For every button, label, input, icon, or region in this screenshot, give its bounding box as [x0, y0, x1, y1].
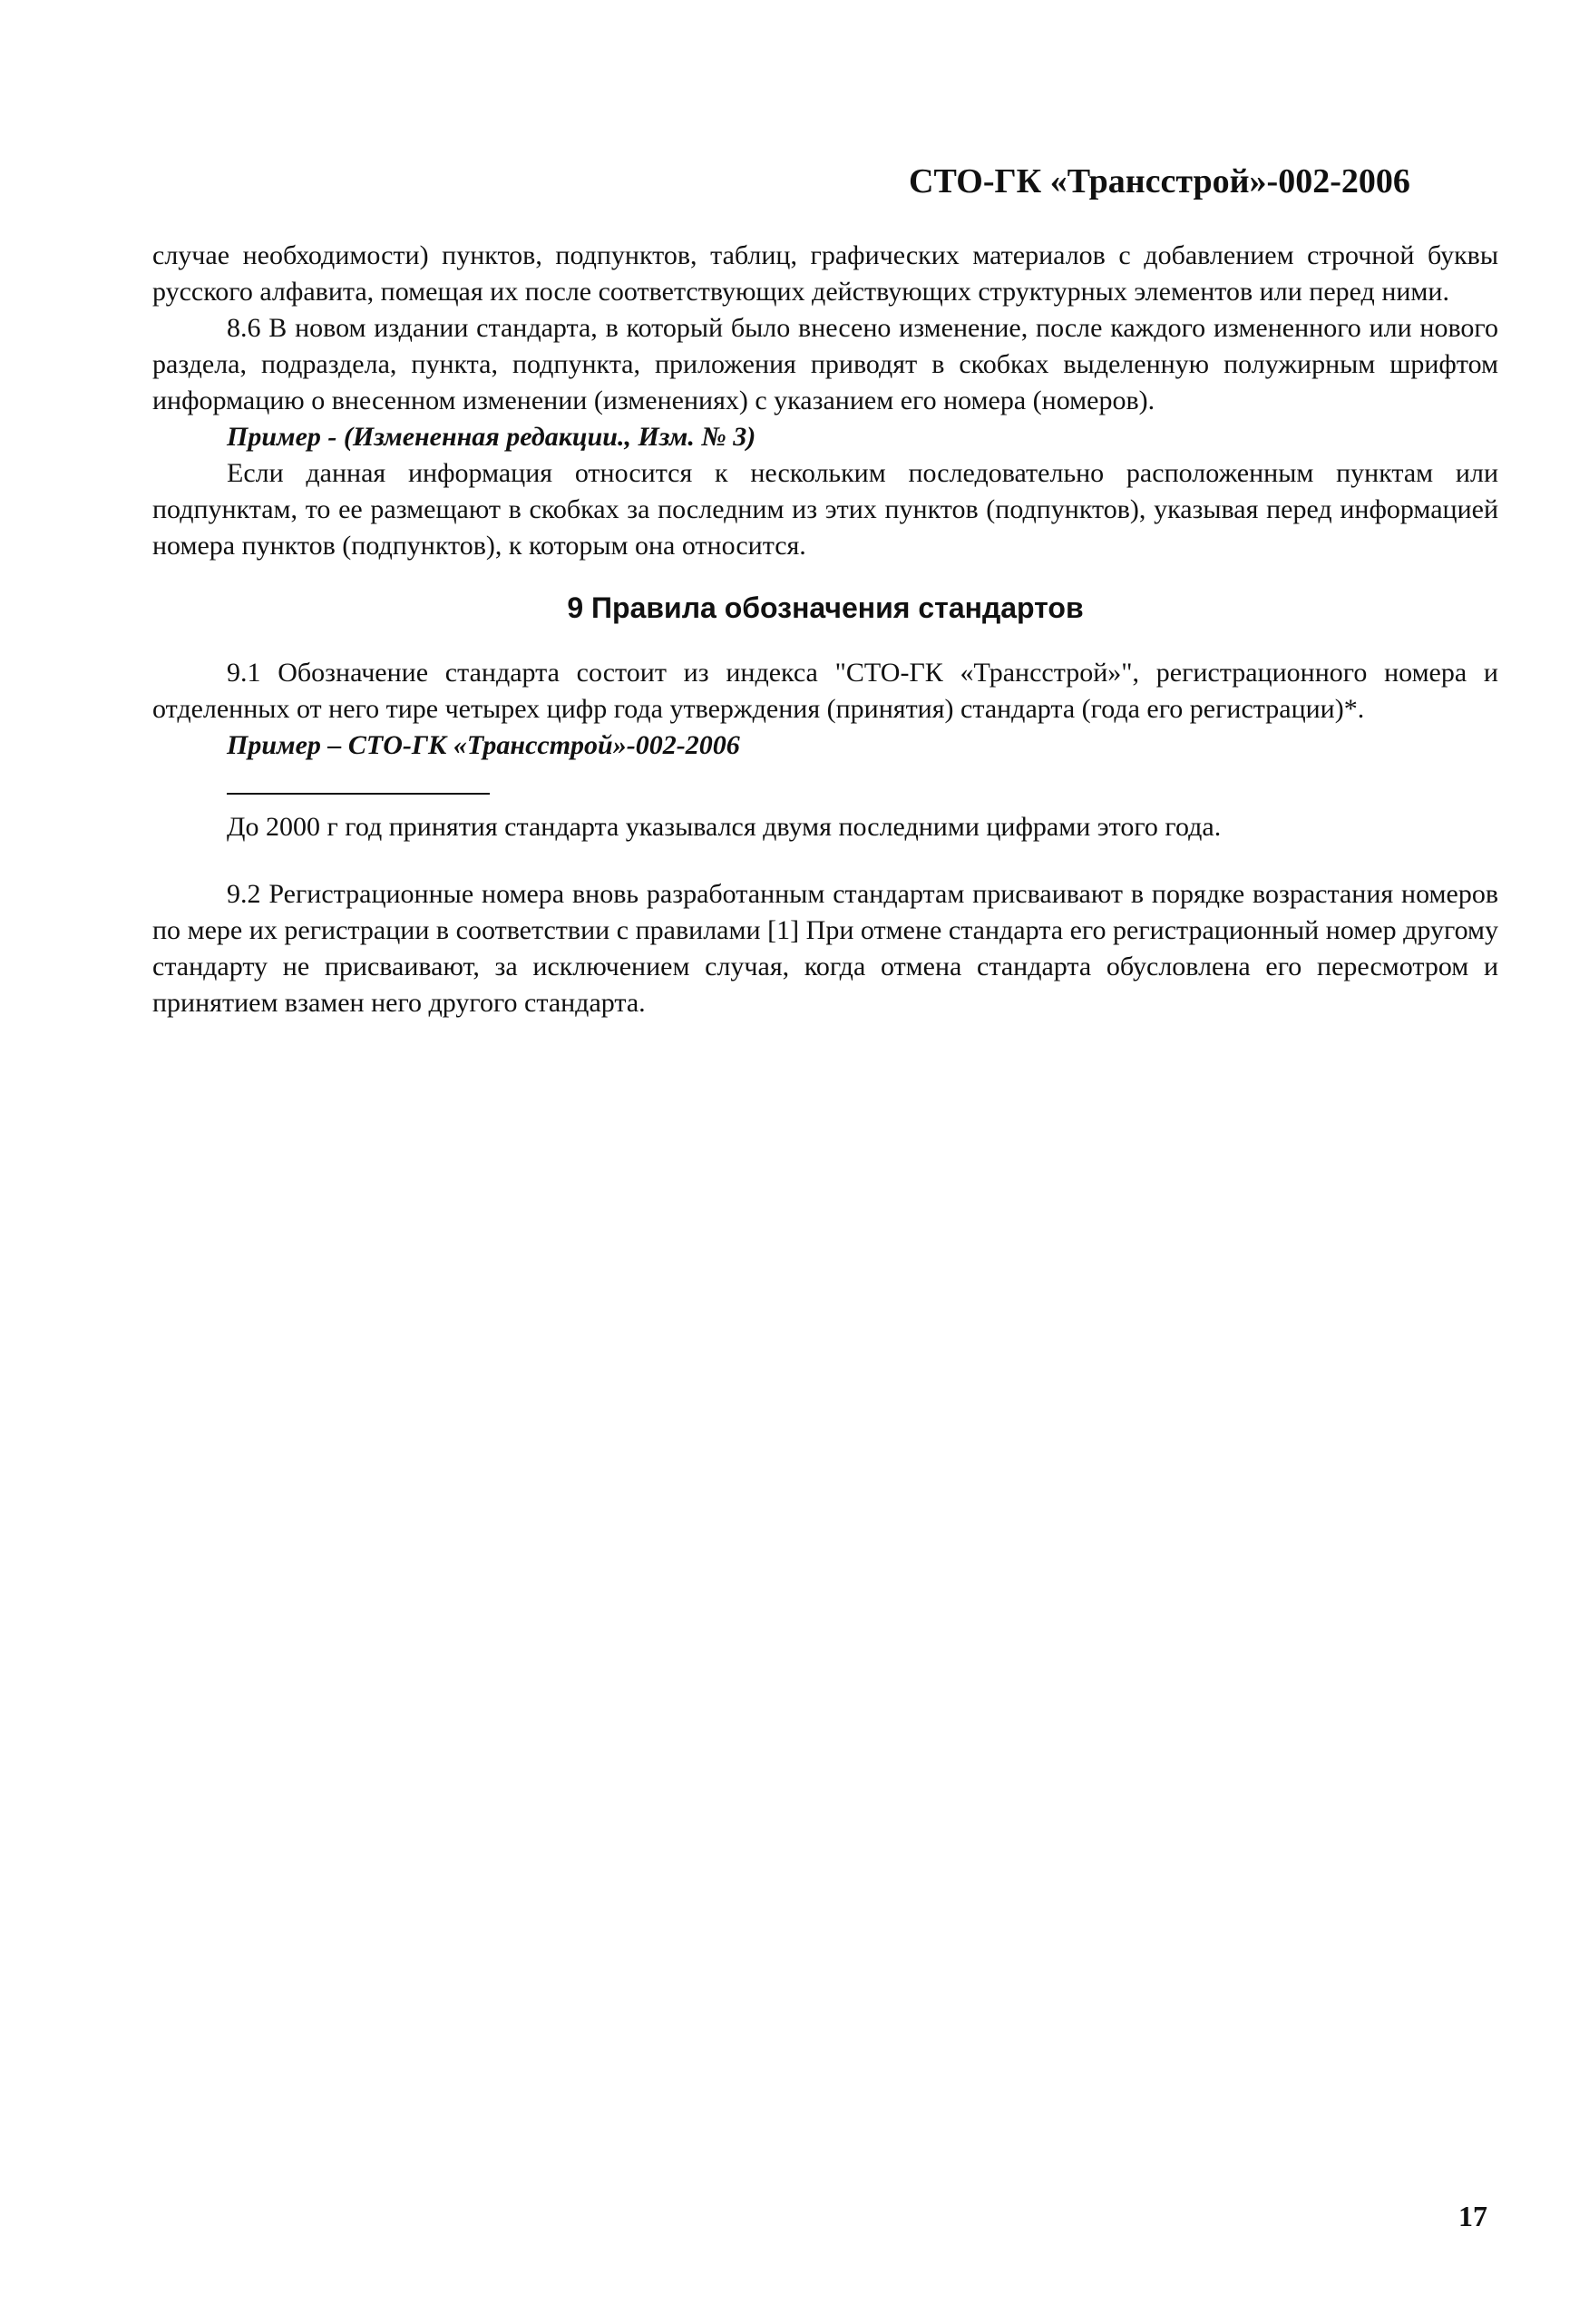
document-code-header: СТО-ГК «Трансстрой»-002-2006 [909, 162, 1410, 200]
document-body [152, 238, 1498, 1021]
paragraph-9-2: 9.2 Регистрационные номера вновь разработанным стандартам присваивают в порядке возрастания номеров по мере их регистрации в соответствии с правилами [1] При отмене стандарта его регистрационный номер другому стандарту не присваивают, за исключением случая, когда отмена стандарта обусловлена его пересмотром и принятием взамен него другого стандарта. [152, 879, 1498, 1018]
example-amendment: Пример - (Измененная редакции., Изм. № 3) [227, 422, 756, 452]
paragraph-8-6: 8.6 В новом издании стандарта, в который было внесено изменение, после каждого измененного или нового раздела, подраздела, пункта, подпункта, приложения приводят в скобках выделенную полужирным шрифтом информацию о внесенном изменении (изменениях) с указанием его номера (номеров). [152, 313, 1498, 415]
paragraph-9-1: 9.1 Обозначение стандарта состоит из индекса "СТО-ГК «Трансстрой»", регистрационного номера и отделенных от него тире четырех цифр года утверждения (принятия) стандарта (года его регистрации)*. [152, 658, 1498, 724]
continuation-paragraph: случае необходимости) пунктов, подпунктов, таблиц, графических материалов с добавлением строчной буквы русского алфавита, помещая их после соответствующих действующих структурных элементов или перед ними. [152, 240, 1498, 307]
section-9-title: 9 Правила обозначения стандартов [567, 591, 1084, 624]
page-number: 17 [1458, 2200, 1487, 2232]
footnote-separator [227, 793, 490, 795]
footnote-text: До 2000 г год принятия стандарта указывался двумя последними цифрами этого года. [227, 812, 1222, 842]
example-designation: Пример – СТО-ГК «Трансстрой»-002-2006 [227, 730, 740, 760]
paragraph-8-6-continuation: Если данная информация относится к нескольким последовательно расположенным пунктам или подпунктам, то ее размещают в скобках за последним из этих пунктов (подпунктов), указывая перед информацией номера пунктов (подпунктов), к которым она относится. [152, 458, 1498, 561]
